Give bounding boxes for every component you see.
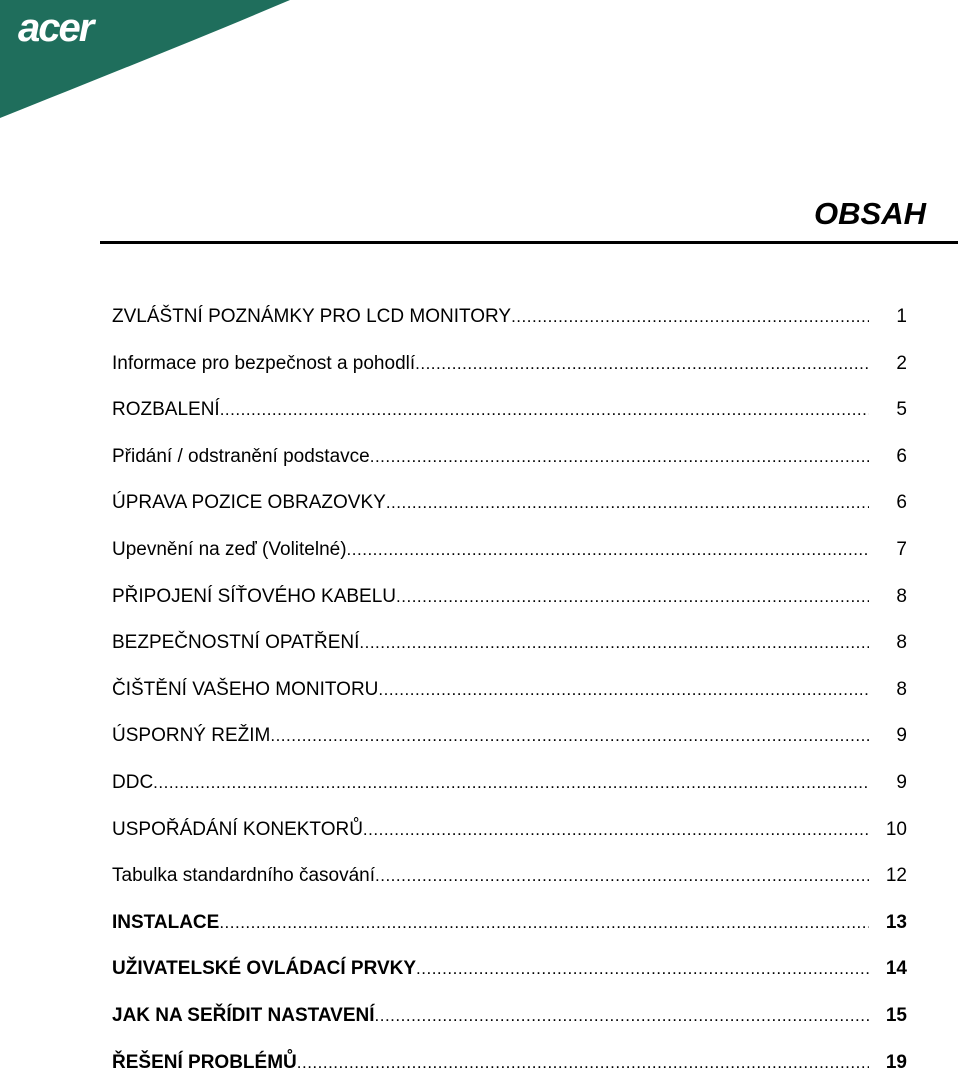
toc-dot-leader — [378, 671, 869, 709]
page-title: OBSAH — [814, 196, 926, 232]
toc-entry-label: Přidání / odstranění podstavce — [112, 438, 370, 476]
toc-entry-page-number: 6 — [875, 484, 907, 522]
toc-entry-label: USPOŘÁDÁNÍ KONEKTORŮ — [112, 811, 363, 849]
toc-entry-label: PŘIPOJENÍ SÍŤOVÉHO KABELU — [112, 578, 396, 616]
toc-entry-label: Upevnění na zeď (Volitelné) — [112, 531, 347, 569]
toc-entry-label: JAK NA SEŘÍDIT NASTAVENÍ — [112, 997, 375, 1035]
toc-dot-leader — [375, 857, 869, 895]
toc-dot-leader — [370, 438, 869, 476]
toc-entry-label: ÚSPORNÝ REŽIM — [112, 717, 270, 755]
toc-entry[interactable] — [112, 345, 907, 392]
toc-entry[interactable] — [112, 904, 907, 951]
header-banner — [0, 0, 300, 130]
toc-entry[interactable] — [112, 484, 907, 531]
toc-dot-leader — [363, 811, 869, 849]
toc-entry[interactable] — [112, 298, 907, 345]
toc-entry-label: ZVLÁŠTNÍ POZNÁMKY PRO LCD MONITORY — [112, 298, 511, 336]
toc-entry-label: Informace pro bezpečnost a pohodlí — [112, 345, 415, 383]
toc-entry-page-number: 6 — [875, 438, 907, 476]
toc-entry[interactable] — [112, 1044, 907, 1090]
toc-entry-label: DDC — [112, 764, 153, 802]
toc-entry-page-number: 15 — [875, 997, 907, 1035]
toc-entry-page-number: 12 — [875, 857, 907, 895]
toc-entry[interactable] — [112, 811, 907, 858]
toc-entry-label: INSTALACE — [112, 904, 219, 942]
toc-dot-leader — [415, 345, 869, 383]
toc-entry[interactable] — [112, 578, 907, 625]
toc-dot-leader — [386, 484, 869, 522]
toc-entry[interactable] — [112, 950, 907, 997]
toc-entry-label: ČIŠTĚNÍ VAŠEHO MONITORU — [112, 671, 378, 709]
toc-entry-page-number: 10 — [875, 811, 907, 849]
toc-entry[interactable] — [112, 391, 907, 438]
toc-entry-page-number: 14 — [875, 950, 907, 988]
toc-entry-label: ROZBALENÍ — [112, 391, 220, 429]
toc-dot-leader — [396, 578, 869, 616]
toc-dot-leader — [153, 764, 869, 802]
toc-entry-page-number: 19 — [875, 1044, 907, 1082]
toc-entry[interactable] — [112, 997, 907, 1044]
toc-entry-page-number: 5 — [875, 391, 907, 429]
toc-entry-page-number: 9 — [875, 764, 907, 802]
toc-entry-page-number: 8 — [875, 671, 907, 709]
toc-dot-leader — [347, 531, 869, 569]
toc-dot-leader — [220, 391, 869, 429]
toc-entry[interactable] — [112, 624, 907, 671]
toc-entry-page-number: 13 — [875, 904, 907, 942]
toc-dot-leader — [416, 950, 869, 988]
title-underline — [100, 241, 958, 244]
toc-entry[interactable] — [112, 671, 907, 718]
toc-entry-page-number: 1 — [875, 298, 907, 336]
toc-entry[interactable] — [112, 764, 907, 811]
toc-dot-leader — [375, 997, 869, 1035]
toc-entry[interactable] — [112, 717, 907, 764]
toc-entry-page-number: 2 — [875, 345, 907, 383]
toc-entry-page-number: 9 — [875, 717, 907, 755]
toc-dot-leader — [511, 298, 869, 336]
toc-entry-label: ŘEŠENÍ PROBLÉMŮ — [112, 1044, 297, 1082]
toc-entry-page-number: 8 — [875, 578, 907, 616]
toc-entry[interactable] — [112, 857, 907, 904]
toc-dot-leader — [219, 904, 869, 942]
toc-entry[interactable] — [112, 531, 907, 578]
toc-entry-label: ÚPRAVA POZICE OBRAZOVKY — [112, 484, 386, 522]
toc-entry-label: BEZPEČNOSTNÍ OPATŘENÍ — [112, 624, 359, 662]
toc-dot-leader — [297, 1044, 869, 1082]
toc-dot-leader — [359, 624, 869, 662]
toc-entry-page-number: 7 — [875, 531, 907, 569]
table-of-contents — [112, 298, 907, 1090]
toc-entry[interactable] — [112, 438, 907, 485]
toc-entry-page-number: 8 — [875, 624, 907, 662]
toc-dot-leader — [270, 717, 869, 755]
toc-entry-label: Tabulka standardního časování — [112, 857, 375, 895]
toc-entry-label: UŽIVATELSKÉ OVLÁDACÍ PRVKY — [112, 950, 416, 988]
acer-logo: acer — [18, 6, 92, 51]
